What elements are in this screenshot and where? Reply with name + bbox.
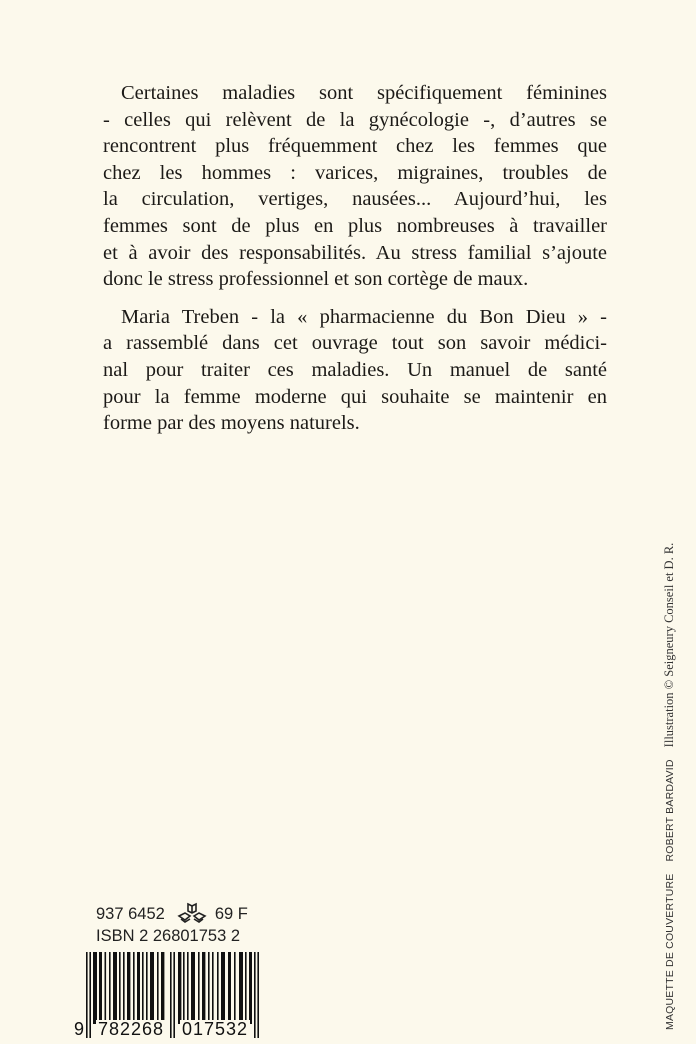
- blurb-paragraph-2: [103, 304, 607, 437]
- back-cover-blurb: [103, 80, 607, 437]
- text-line: forme par des moyens naturels.: [103, 412, 360, 435]
- barcode-left-digits: 782268: [98, 1019, 165, 1039]
- illustration-credit: Illustration © Seigneury Conseil et D. R.: [662, 542, 676, 748]
- text-line: et à avoir des responsabilités. Au stress familial s’ajoute: [103, 241, 607, 264]
- ean-barcode: [74, 952, 264, 1039]
- text-line: a rassemblé dans cet ouvrage tout son savoir médici-: [103, 332, 607, 355]
- text-line: Certaines maladies sont spécifiquement féminines: [121, 82, 607, 104]
- cover-credits: [662, 543, 677, 1030]
- isbn: ISBN 2 26801753 2: [96, 927, 241, 945]
- text-line: femmes sont de plus en plus nombreuses à travailler: [103, 214, 607, 237]
- barcode-first-digit: 9: [74, 1019, 85, 1039]
- catalog-number: 937 6452: [96, 905, 165, 923]
- price: 69 F: [214, 905, 248, 923]
- three-books-logo-icon: [177, 902, 207, 926]
- text-line: - celles qui relèvent de la gynécologie -, d’autres se: [103, 108, 607, 131]
- barcode-right-digits: 017532: [182, 1019, 249, 1039]
- catalog-row: [96, 902, 248, 926]
- text-line: rencontrent plus fréquemment chez les femmes que: [103, 135, 607, 158]
- blurb-paragraph-1: [103, 80, 607, 293]
- text-line: nal pour traiter ces maladies. Un manuel de santé: [103, 358, 607, 381]
- text-line: chez les hommes : varices, migraines, troubles de: [103, 161, 607, 184]
- text-line: la circulation, vertiges, nausées... Aujourd’hui, les: [103, 188, 607, 211]
- text-line: Maria Treben - la « pharmacienne du Bon Dieu » -: [121, 305, 607, 328]
- cover-design-label: MAQUETTE DE COUVERTURE: [664, 873, 676, 1030]
- text-line: donc le stress professionnel et son cortège de maux.: [103, 268, 529, 291]
- cover-designer: ROBERT BARDAVID: [664, 759, 676, 862]
- isbn-row: [96, 926, 248, 946]
- text-line: pour la femme moderne qui souhaite se maintenir en: [103, 385, 607, 408]
- publisher-codes: [96, 902, 248, 946]
